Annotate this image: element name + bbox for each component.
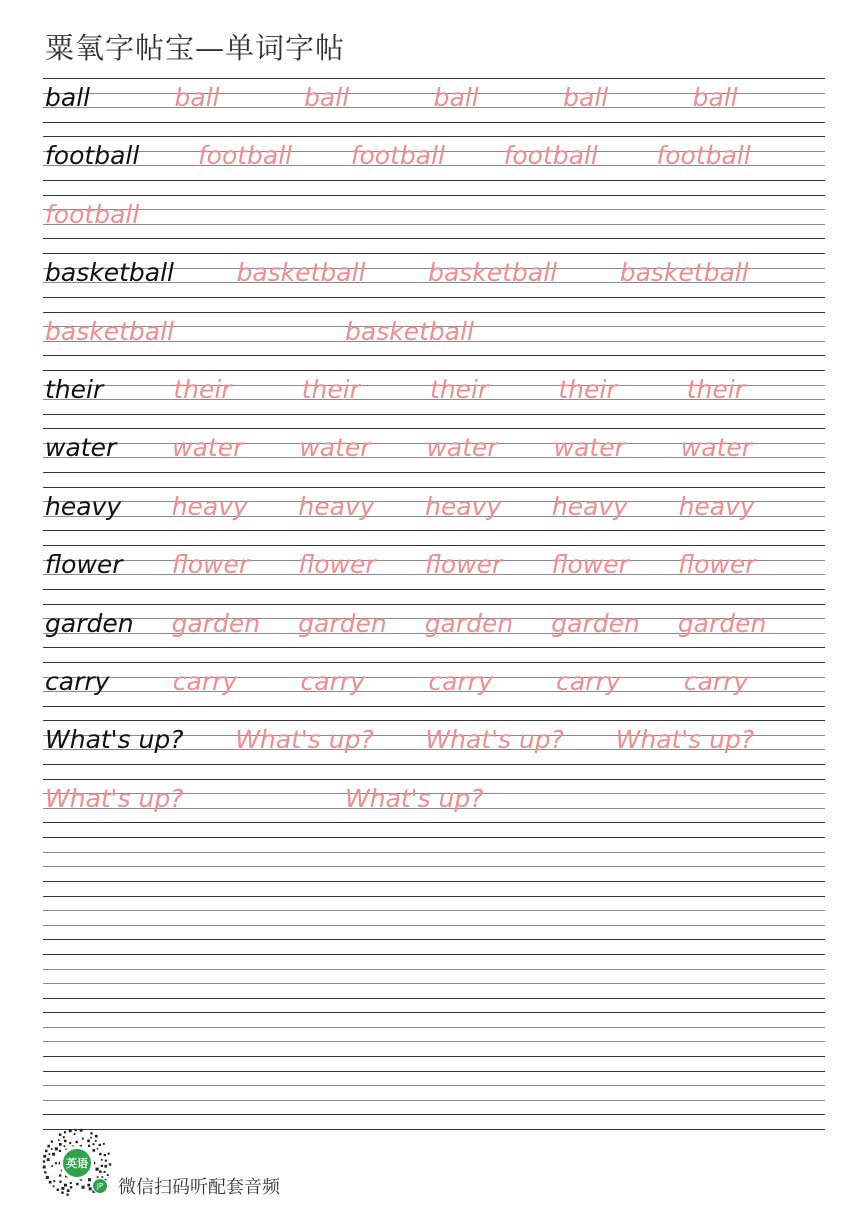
trace-word: water bbox=[299, 433, 371, 463]
trace-word: garden bbox=[551, 608, 640, 638]
trace-word: flower bbox=[551, 550, 629, 580]
guide-line bbox=[43, 604, 825, 605]
trace-word: heavy bbox=[298, 491, 375, 521]
guide-line bbox=[43, 136, 825, 137]
guide-line bbox=[43, 1056, 825, 1057]
guide-line bbox=[43, 881, 825, 882]
footer bbox=[42, 1128, 342, 1198]
trace-word: football bbox=[656, 141, 751, 171]
trace-word: garden bbox=[171, 608, 261, 638]
trace-word: What's up? bbox=[235, 725, 374, 755]
trace-word: heavy bbox=[551, 491, 628, 521]
trace-word: their bbox=[430, 375, 489, 404]
trace-word: basketball bbox=[619, 258, 749, 288]
trace-word: heavy bbox=[171, 491, 248, 521]
trace-word: garden bbox=[424, 608, 514, 638]
guide-line bbox=[43, 1041, 825, 1042]
guide-line bbox=[43, 852, 825, 853]
trace-word: flower bbox=[171, 550, 250, 580]
trace-word: their bbox=[301, 375, 360, 404]
trace-word: ball bbox=[563, 83, 609, 112]
guide-line bbox=[43, 1071, 825, 1072]
guide-line bbox=[43, 822, 825, 823]
guide-line bbox=[43, 866, 825, 867]
footer-caption: 微信扫码听配套音频 bbox=[118, 1177, 280, 1198]
mini-badge-text: JP bbox=[96, 1182, 104, 1190]
guide-line bbox=[43, 662, 825, 663]
model-word: heavy bbox=[45, 491, 122, 521]
trace-word: garden bbox=[677, 608, 767, 638]
trace-word: water bbox=[426, 433, 498, 463]
guide-line bbox=[43, 195, 825, 196]
guide-line bbox=[43, 180, 825, 181]
trace-word: flower bbox=[298, 550, 376, 580]
model-word: garden bbox=[45, 608, 134, 638]
trace-word: football bbox=[197, 141, 293, 171]
guide-line bbox=[43, 530, 825, 531]
guide-line bbox=[43, 297, 825, 298]
trace-word: flower bbox=[424, 550, 503, 580]
trace-word: carry bbox=[172, 667, 238, 696]
trace-word: water bbox=[680, 433, 753, 463]
guide-line bbox=[43, 370, 825, 371]
guide-line bbox=[43, 910, 825, 911]
mini-badge-icon bbox=[92, 1178, 108, 1194]
guide-line bbox=[43, 238, 825, 239]
guide-line bbox=[43, 896, 825, 897]
guide-line bbox=[43, 589, 825, 590]
trace-word: basketball bbox=[428, 258, 558, 288]
model-word: basketball bbox=[45, 258, 174, 288]
guide-line bbox=[43, 1027, 825, 1028]
guide-line bbox=[43, 355, 825, 356]
guide-line bbox=[43, 764, 825, 765]
guide-line bbox=[43, 706, 825, 707]
trace-word: What's up? bbox=[615, 725, 755, 755]
guide-line bbox=[43, 647, 825, 648]
guide-line bbox=[43, 122, 825, 123]
app-badge-icon bbox=[60, 1146, 94, 1180]
guide-line bbox=[43, 779, 825, 780]
trace-word: their bbox=[558, 375, 617, 404]
model-word: flower bbox=[45, 550, 123, 580]
trace-word: What's up? bbox=[45, 783, 184, 813]
guide-line bbox=[43, 939, 825, 940]
guide-line bbox=[43, 925, 825, 926]
trace-word: carry bbox=[683, 667, 749, 696]
trace-word: ball bbox=[304, 83, 350, 112]
guide-line bbox=[43, 1114, 825, 1115]
model-word: What's up? bbox=[45, 725, 184, 755]
guide-line bbox=[43, 837, 825, 838]
trace-word: football bbox=[45, 199, 140, 229]
trace-word: carry bbox=[428, 667, 493, 696]
guide-line bbox=[43, 487, 825, 488]
model-word: carry bbox=[45, 667, 110, 696]
guide-line bbox=[43, 414, 825, 415]
trace-word: What's up? bbox=[425, 725, 564, 755]
trace-word: ball bbox=[174, 83, 220, 112]
guide-line bbox=[43, 1100, 825, 1101]
trace-word: carry bbox=[300, 667, 365, 696]
trace-word: basketball bbox=[236, 258, 366, 288]
trace-word: carry bbox=[556, 667, 621, 696]
trace-word: What's up? bbox=[345, 783, 484, 813]
trace-word: their bbox=[686, 375, 745, 404]
guide-line bbox=[43, 545, 825, 546]
model-word: ball bbox=[45, 83, 91, 112]
guide-line bbox=[43, 312, 825, 313]
trace-word: football bbox=[503, 141, 598, 171]
trace-word: basketball bbox=[45, 316, 174, 346]
guide-line bbox=[43, 428, 825, 429]
trace-word: heavy bbox=[678, 491, 755, 521]
app-badge-text: 英语 bbox=[66, 1157, 88, 1170]
page-title: 粟氧字帖宝—单词字帖 bbox=[45, 31, 346, 65]
guide-line bbox=[43, 1085, 825, 1086]
guide-line bbox=[43, 983, 825, 984]
trace-word: water bbox=[172, 433, 244, 463]
model-word: their bbox=[45, 375, 104, 404]
trace-word: garden bbox=[298, 608, 387, 638]
trace-word: water bbox=[553, 433, 625, 463]
guide-line bbox=[43, 969, 825, 970]
model-word: water bbox=[45, 433, 117, 463]
trace-word: ball bbox=[433, 83, 479, 112]
guide-line bbox=[43, 954, 825, 955]
guide-line bbox=[43, 1012, 825, 1013]
guide-line bbox=[43, 720, 825, 721]
guide-line bbox=[43, 472, 825, 473]
model-word: football bbox=[45, 141, 140, 171]
guide-line bbox=[43, 224, 825, 225]
trace-word: heavy bbox=[425, 491, 502, 521]
guide-line bbox=[43, 253, 825, 254]
trace-word: ball bbox=[692, 83, 738, 112]
guide-line bbox=[43, 209, 825, 210]
trace-word: football bbox=[350, 141, 445, 171]
trace-word: basketball bbox=[345, 316, 474, 346]
guide-line bbox=[43, 78, 825, 79]
trace-word: flower bbox=[677, 550, 756, 580]
guide-line bbox=[43, 998, 825, 999]
trace-word: their bbox=[173, 375, 232, 404]
